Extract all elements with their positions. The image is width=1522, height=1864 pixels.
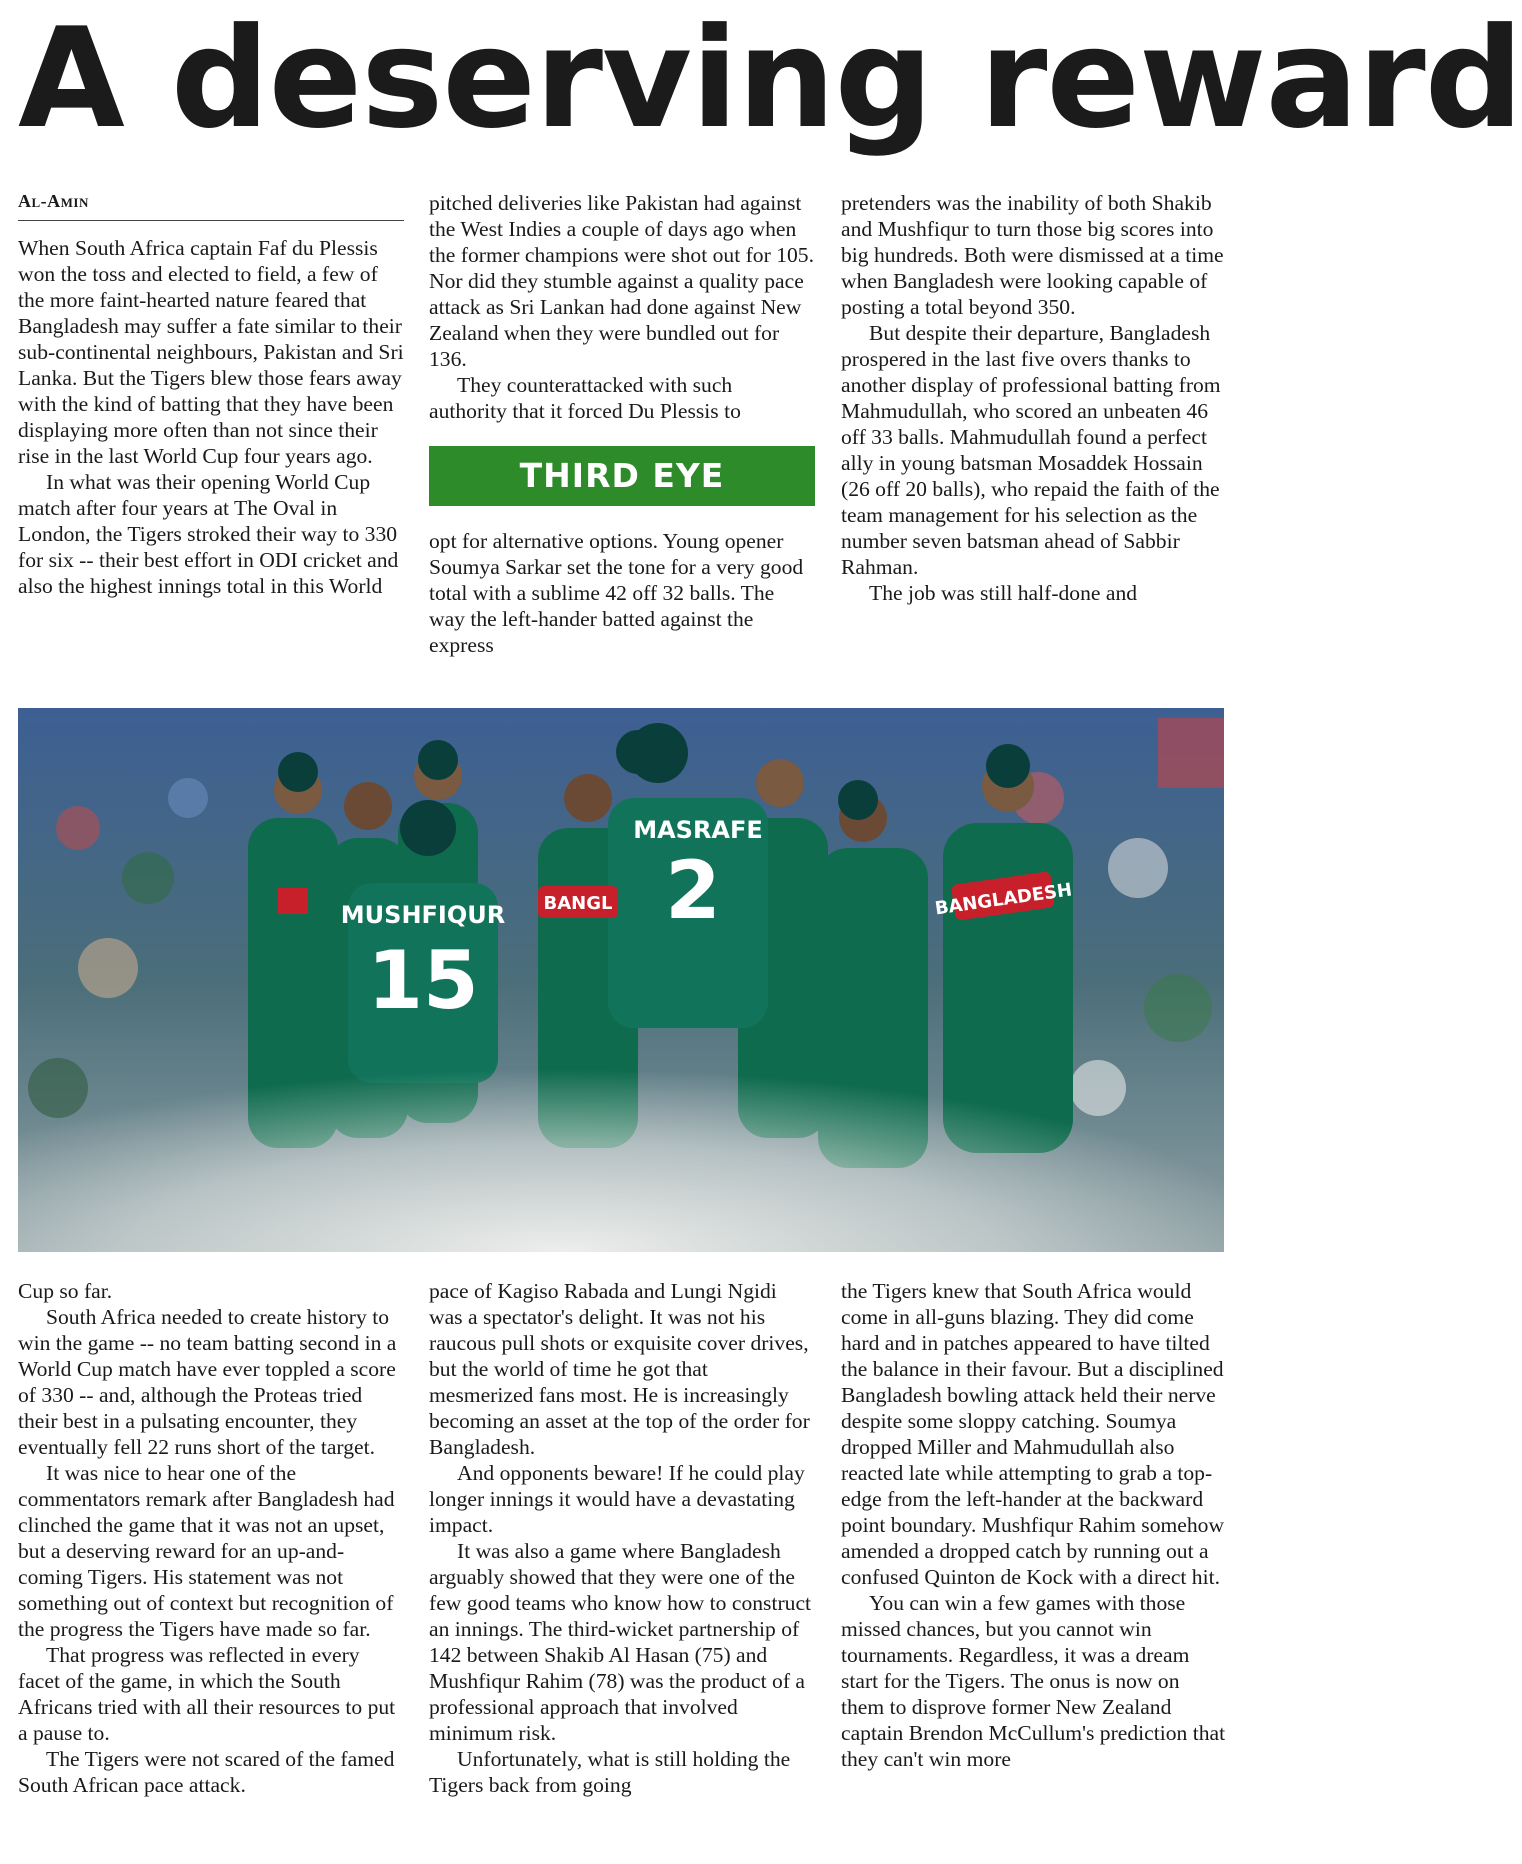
paragraph: You can win a few games with those missed chances, but you cannot win tournaments. Regardless, it was a dream start for the Tigers. The onus is now on them to disprove former New Zealand captain Brendon McCullum's prediction that they can't win more [841, 1591, 1226, 1771]
paragraph: pace of Kagiso Rabada and Lungi Ngidi was a spectator's delight. It was not his raucous pull shots or exquisite cover drives, but the world of time he got that mesmerized fans most. He is increasingly becoming an asset at the top of the order for Bangladesh. [429, 1279, 810, 1459]
paragraph: And opponents beware! If he could play longer innings it would have a devastating impact. [429, 1461, 805, 1537]
paragraph: In what was their opening World Cup match after four years at The Oval in London, the Tigers stroked their way to 330 for six -- their best effort in ODI cricket and also the highest innings total in this World [18, 470, 399, 598]
jersey-2-name: MASRAFE [633, 816, 763, 844]
chest-text-center: BANGL [543, 893, 613, 914]
paragraph: They counterattacked with such authority that it forced Du Plessis to [429, 373, 741, 423]
jersey-2-number: 2 [665, 844, 721, 937]
third-eye-banner: THIRD EYE [429, 446, 815, 506]
paragraph: pretenders was the inability of both Shakib and Mushfiqur to turn those big scores into big hundreds. Both were dismissed at a time when Bangladesh were looking capable of posting a total beyond 350. [841, 191, 1224, 319]
chest-text-right: BANGLADESH [933, 879, 1074, 920]
paragraph: Cup so far. [18, 1279, 113, 1303]
paragraph: It was nice to hear one of the commentators remark after Bangladesh had clinched the game that it was not an upset, but a deserving reward for an up-and-coming Tigers. His statement was not something out of context but recognition of the progress the Tigers have made so far. [18, 1461, 395, 1641]
column-2 [429, 190, 815, 658]
column-3 [841, 190, 1227, 606]
paragraph: South Africa needed to create history to win the game -- no team batting second in a World Cup match have ever toppled a score of 330 -- and, although the Proteas tried their best in a pulsating encounter, they eventually fell 22 runs short of the target. [18, 1305, 397, 1459]
paragraph: opt for alternative options. Young opener Soumya Sarkar set the tone for a very good total with a sublime 42 off 32 balls. The way the left-hander batted against the express [429, 529, 804, 657]
column-1 [18, 190, 404, 599]
column-6 [841, 1278, 1227, 1772]
byline: Al-Amin [18, 190, 404, 221]
paragraph: The job was still half-done and [869, 581, 1138, 605]
paragraph: It was also a game where Bangladesh arguably showed that they were one of the few good teams who know how to construct an innings. The third-wicket partnership of 142 between Shakib Al Hasan (75) and Mushfiqur Rahim (78) was the product of a professional approach that involved minimum risk. [429, 1539, 812, 1745]
column-5 [429, 1278, 815, 1798]
paragraph: But despite their departure, Bangladesh prospered in the last five overs thanks to another display of professional batting from Mahmudullah, who scored an unbeaten 46 off 33 balls. Mahmudullah found a perfect ally in young batsman Mosaddek Hossain (26 off 20 balls), who repaid the faith of the team management for his selection as the number seven batsman ahead of Sabbir Rahman. [841, 321, 1221, 579]
team-celebration-photo [18, 708, 1224, 1252]
column-4 [18, 1278, 404, 1798]
paragraph: Unfortunately, what is still holding the Tigers back from going [429, 1747, 791, 1797]
paragraph: the Tigers knew that South Africa would come in all-guns blazing. They did come hard and in patches appeared to have tilted the balance in their favour. But a disciplined Bangladesh bowling attack held their nerve despite some sloppy catching. Soumya dropped Miller and Mahmudullah also reacted late while attempting to grab a top-edge from the left-hander at the backward point boundary. Mushfiqur Rahim somehow amended a dropped catch by running out a confused Quinton de Kock with a direct hit. [841, 1279, 1225, 1589]
paragraph: pitched deliveries like Pakistan had against the West Indies a couple of days ago when the former champions were shot out for 105. Nor did they stumble against a quality pace attack as Sri Lankan had done against New Zealand when they were bundled out for 136. [429, 191, 814, 371]
headline: A deserving reward [18, 0, 1522, 159]
paragraph: When South Africa captain Faf du Plessis won the toss and elected to field, a few of the more faint-hearted nature feared that Bangladesh may suffer a fate similar to their sub-continental neighbours, Pakistan and Sri Lanka. But the Tigers blew those fears away with the kind of batting that they have been displaying more often than not since their rise in the last World Cup four years ago. [18, 236, 404, 468]
paragraph: That progress was reflected in every facet of the game, in which the South Africans tried with all their resources to put a pause to. [18, 1643, 396, 1745]
paragraph: The Tigers were not scared of the famed South African pace attack. [18, 1747, 395, 1797]
jersey-15-name: MUSHFIQUR [340, 901, 506, 929]
